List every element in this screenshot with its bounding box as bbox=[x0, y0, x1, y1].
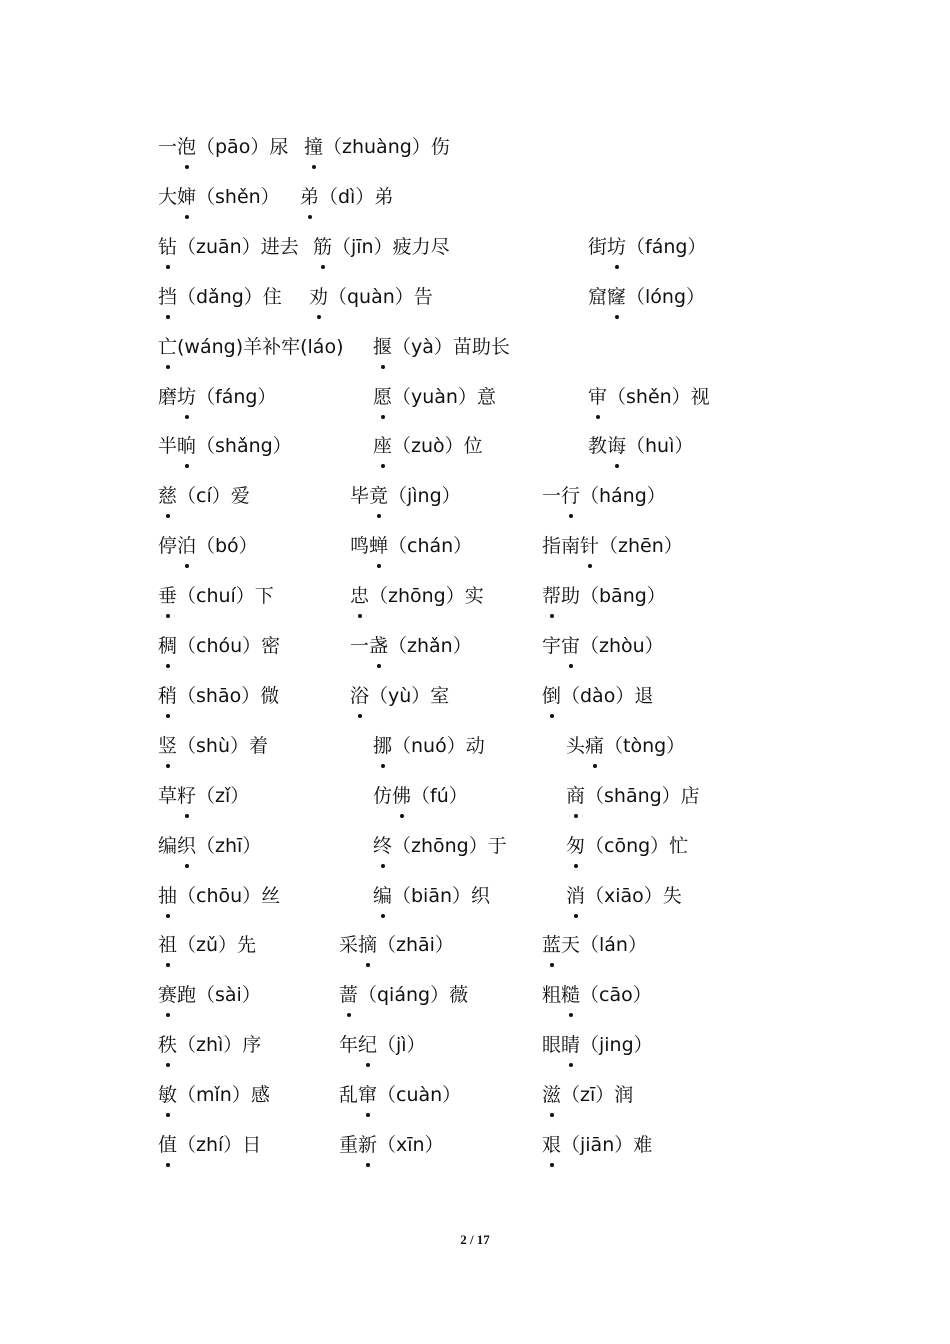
vocabulary-entry: 垂（chuí）下 bbox=[158, 585, 274, 608]
vocabulary-entry: 终（zhōng）于 bbox=[373, 834, 507, 857]
emphasis-dot bbox=[569, 664, 573, 668]
emphasis-dot bbox=[615, 464, 619, 468]
vocabulary-row bbox=[0, 232, 950, 262]
emphasis-dot bbox=[185, 814, 189, 818]
emphasis-dot bbox=[166, 265, 170, 269]
vocabulary-row bbox=[0, 481, 950, 511]
vocabulary-row bbox=[0, 980, 950, 1010]
vocabulary-entry: 帮助（bāng） bbox=[542, 585, 666, 608]
vocabulary-entry: 一泡（pāo）尿 bbox=[158, 136, 289, 158]
vocabulary-entry: 赛跑（sài） bbox=[158, 984, 261, 1007]
emphasis-dot bbox=[381, 764, 385, 768]
emphasis-dot bbox=[312, 165, 316, 169]
emphasis-dot bbox=[308, 215, 312, 219]
emphasis-dot bbox=[185, 215, 189, 219]
emphasis-dot bbox=[381, 415, 385, 419]
vocabulary-entry: 指南针（zhēn） bbox=[542, 535, 683, 558]
emphasis-dot bbox=[321, 265, 325, 269]
vocabulary-entry: 稍（shāo）微 bbox=[158, 684, 280, 707]
emphasis-dot bbox=[166, 664, 170, 668]
emphasis-dot bbox=[550, 714, 554, 718]
vocabulary-entry: 挪（nuó）动 bbox=[373, 734, 485, 757]
vocabulary-row bbox=[0, 1130, 950, 1160]
vocabulary-entry: 敏（mǐn）感 bbox=[158, 1084, 270, 1107]
vocabulary-entry: 街坊（fáng） bbox=[588, 235, 707, 258]
vocabulary-row bbox=[0, 681, 950, 711]
emphasis-dot bbox=[593, 764, 597, 768]
emphasis-dot bbox=[574, 814, 578, 818]
vocabulary-entry: 编织（zhī） bbox=[158, 834, 262, 857]
emphasis-dot bbox=[550, 1113, 554, 1117]
emphasis-dot bbox=[185, 415, 189, 419]
vocabulary-entry: 劝（quàn）告 bbox=[309, 285, 433, 308]
vocabulary-entry: 秩（zhì）序 bbox=[158, 1034, 262, 1057]
vocabulary-row bbox=[0, 182, 950, 212]
emphasis-dot bbox=[166, 714, 170, 718]
emphasis-dot bbox=[366, 963, 370, 967]
emphasis-dot bbox=[166, 365, 170, 369]
vocabulary-entry: 眼睛（jing） bbox=[542, 1034, 653, 1057]
vocabulary-entry: 慈（cí）爱 bbox=[158, 485, 250, 508]
vocabulary-entry: 倒（dào）退 bbox=[542, 684, 654, 707]
emphasis-dot bbox=[166, 1113, 170, 1117]
vocabulary-entry: 磨坊（fáng） bbox=[158, 385, 277, 408]
vocabulary-entry: 揠（yà）苗助长 bbox=[373, 335, 510, 358]
vocabulary-entry: 重新（xīn） bbox=[339, 1134, 444, 1156]
page-number: 2 / 17 bbox=[460, 1232, 490, 1247]
vocabulary-entry: 蔷（qiáng）薇 bbox=[339, 984, 469, 1007]
emphasis-dot bbox=[358, 614, 362, 618]
vocabulary-entry: 座（zuò）位 bbox=[373, 435, 483, 458]
vocabulary-row bbox=[0, 282, 950, 312]
vocabulary-entry: 撞（zhuàng）伤 bbox=[304, 136, 450, 158]
emphasis-dot bbox=[366, 1063, 370, 1067]
emphasis-dot bbox=[166, 1013, 170, 1017]
vocabulary-entry: 弟（dì）弟 bbox=[300, 185, 394, 208]
vocabulary-entry: 忠（zhōng）实 bbox=[350, 585, 484, 608]
vocabulary-entry: 采摘（zhāi） bbox=[339, 934, 454, 957]
emphasis-dot bbox=[569, 1063, 573, 1067]
vocabulary-row bbox=[0, 1030, 950, 1060]
vocabulary-entry: 抽（chōu）丝 bbox=[158, 884, 281, 907]
vocabulary-row bbox=[0, 731, 950, 761]
vocabulary-row bbox=[0, 831, 950, 861]
emphasis-dot bbox=[381, 864, 385, 868]
vocabulary-entry: 编（biān）织 bbox=[373, 884, 491, 907]
vocabulary-entry: 蓝天（lán） bbox=[542, 934, 647, 957]
vocabulary-entry: 愿（yuàn）意 bbox=[373, 385, 496, 408]
vocabulary-entry: 钻（zuān）进去 bbox=[158, 235, 299, 258]
vocabulary-entry: 审（shěn）视 bbox=[588, 385, 710, 408]
vocabulary-entry: 半晌（shǎng） bbox=[158, 435, 292, 458]
emphasis-dot bbox=[400, 814, 404, 818]
emphasis-dot bbox=[550, 1163, 554, 1167]
vocabulary-entry: 艰（jiān）难 bbox=[542, 1134, 653, 1156]
vocabulary-entry: 值（zhí）日 bbox=[158, 1134, 262, 1156]
emphasis-dot bbox=[596, 415, 600, 419]
vocabulary-entry: 稠（chóu）密 bbox=[158, 635, 281, 657]
vocabulary-entry: 头痛（tòng） bbox=[566, 734, 686, 757]
vocabulary-entry: 停泊（bó） bbox=[158, 535, 258, 558]
vocabulary-entry: 挡（dǎng）住 bbox=[158, 285, 282, 308]
emphasis-dot bbox=[166, 963, 170, 967]
emphasis-dot bbox=[317, 315, 321, 319]
emphasis-dot bbox=[569, 514, 573, 518]
vocabulary-row bbox=[0, 881, 950, 911]
emphasis-dot bbox=[381, 914, 385, 918]
emphasis-dot bbox=[615, 315, 619, 319]
vocabulary-entry: 年纪（jì） bbox=[339, 1034, 426, 1057]
emphasis-dot bbox=[550, 963, 554, 967]
emphasis-dot bbox=[377, 664, 381, 668]
emphasis-dot bbox=[615, 265, 619, 269]
vocabulary-entry: 祖（zǔ）先 bbox=[158, 934, 257, 957]
emphasis-dot bbox=[358, 714, 362, 718]
vocabulary-row bbox=[0, 332, 950, 362]
vocabulary-entry: 毕竟（jìng） bbox=[350, 485, 461, 508]
emphasis-dot bbox=[166, 315, 170, 319]
emphasis-dot bbox=[574, 864, 578, 868]
vocabulary-entry: 一盏（zhǎn） bbox=[350, 635, 472, 657]
emphasis-dot bbox=[166, 764, 170, 768]
emphasis-dot bbox=[381, 464, 385, 468]
vocabulary-entry: 宇宙（zhòu） bbox=[542, 635, 664, 657]
vocabulary-row bbox=[0, 781, 950, 811]
vocabulary-entry: 教诲（huì） bbox=[588, 435, 694, 458]
emphasis-dot bbox=[166, 1063, 170, 1067]
vocabulary-entry: 浴（yù）室 bbox=[350, 684, 450, 707]
vocabulary-entry: 商（shāng）店 bbox=[566, 784, 700, 807]
emphasis-dot bbox=[366, 1113, 370, 1117]
emphasis-dot bbox=[185, 864, 189, 868]
vocabulary-row bbox=[0, 930, 950, 960]
emphasis-dot bbox=[550, 614, 554, 618]
emphasis-dot bbox=[569, 1013, 573, 1017]
vocabulary-entry: 竖（shù）着 bbox=[158, 734, 268, 757]
vocabulary-entry: 窟窿（lóng） bbox=[588, 285, 706, 308]
vocabulary-entry: 草籽（zǐ） bbox=[158, 784, 250, 807]
vocabulary-entry: 乱窜（cuàn） bbox=[339, 1084, 462, 1107]
emphasis-dot bbox=[166, 914, 170, 918]
vocabulary-entry: 一行（háng） bbox=[542, 485, 666, 508]
vocabulary-row bbox=[0, 531, 950, 561]
emphasis-dot bbox=[185, 165, 189, 169]
vocabulary-entry: 鸣蝉（chán） bbox=[350, 535, 473, 558]
emphasis-dot bbox=[574, 914, 578, 918]
vocabulary-row bbox=[0, 581, 950, 611]
emphasis-dot bbox=[366, 1163, 370, 1167]
emphasis-dot bbox=[166, 614, 170, 618]
vocabulary-entry: 滋（zī）润 bbox=[542, 1084, 634, 1107]
vocabulary-entry: 亡(wáng)羊补牢(láo) bbox=[158, 335, 344, 358]
emphasis-dot bbox=[377, 564, 381, 568]
emphasis-dot bbox=[185, 464, 189, 468]
vocabulary-row bbox=[0, 1080, 950, 1110]
vocabulary-row bbox=[0, 132, 950, 162]
vocabulary-entry: 粗糙（cāo） bbox=[542, 984, 652, 1007]
vocabulary-entry: 大婶（shěn） bbox=[158, 185, 280, 208]
emphasis-dot bbox=[381, 365, 385, 369]
vocabulary-entry: 筋（jīn）疲力尽 bbox=[313, 235, 450, 258]
emphasis-dot bbox=[588, 564, 592, 568]
emphasis-dot bbox=[166, 1163, 170, 1167]
vocabulary-row bbox=[0, 382, 950, 412]
vocabulary-entry: 匆（cōng）忙 bbox=[566, 834, 689, 857]
emphasis-dot bbox=[185, 564, 189, 568]
vocabulary-row bbox=[0, 631, 950, 661]
vocabulary-entry: 消（xiāo）失 bbox=[566, 884, 682, 907]
emphasis-dot bbox=[166, 514, 170, 518]
vocabulary-entry: 仿佛（fú） bbox=[373, 784, 468, 807]
emphasis-dot bbox=[347, 1013, 351, 1017]
vocabulary-row bbox=[0, 431, 950, 461]
emphasis-dot bbox=[377, 514, 381, 518]
